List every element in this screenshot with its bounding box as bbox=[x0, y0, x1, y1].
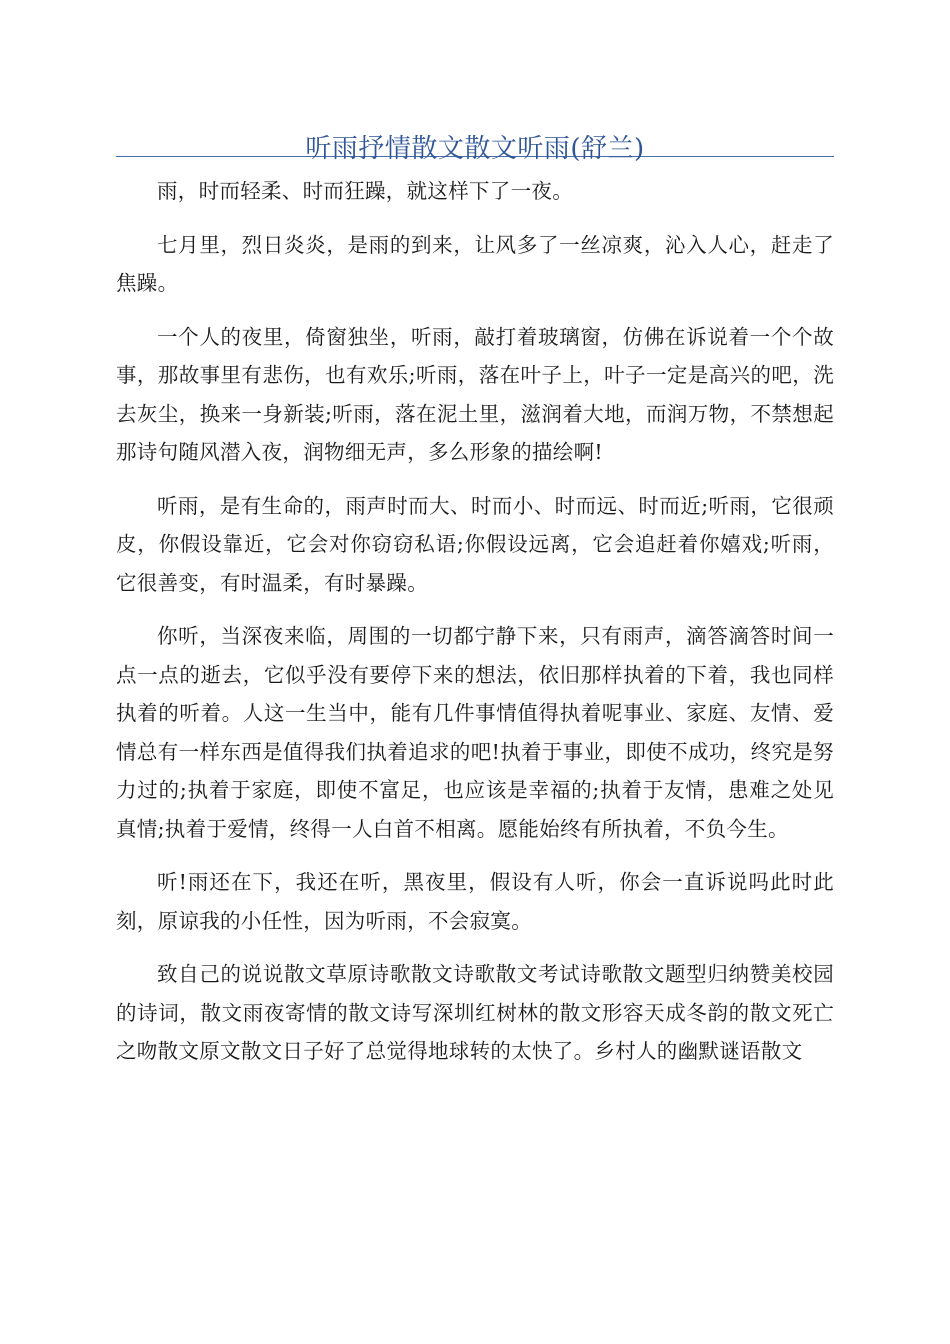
paragraph-2: 七月里，烈日炎炎，是雨的到来，让风多了一丝凉爽，沁入人心，赶走了焦躁。 bbox=[116, 232, 834, 295]
paragraph-7: 致自己的说说散文草原诗歌散文诗歌散文考试诗歌散文题型归纳赞美校园的诗词，散文雨夜寄情的散文诗写深圳红树林的散文形容天成冬韵的散文死亡之吻散文原文散文日子好了总觉得地球转的太快了。乡村人的幽默谜语散文 bbox=[116, 962, 834, 1063]
document-title: 听雨抒情散文散文听雨(舒兰) bbox=[305, 134, 645, 165]
paragraph-6: 听!雨还在下，我还在听，黑夜里，假设有人听，你会一直诉说吗此时此刻，原谅我的小任性，因为听雨，不会寂寞。 bbox=[116, 870, 834, 933]
paragraph-3: 一个人的夜里，倚窗独坐，听雨，敲打着玻璃窗，仿佛在诉说着一个个故事，那故事里有悲伤，也有欢乐;听雨，落在叶子上，叶子一定是高兴的吧，洗去灰尘，换来一身新装;听雨，落在泥土里，滋润着大地，而润万物，不禁想起那诗句随风潜入夜，润物细无声，多么形象的描绘啊! bbox=[116, 324, 834, 464]
paragraph-4: 听雨，是有生命的，雨声时而大、时而小、时而远、时而近;听雨，它很顽皮，你假设靠近，它会对你窃窃私语;你假设远离，它会追赶着你嬉戏;听雨，它很善变，有时温柔，有时暴躁。 bbox=[116, 493, 834, 595]
paragraph-5: 你听，当深夜来临，周围的一切都宁静下来，只有雨声，滴答滴答时间一点一点的逝去，它似乎没有要停下来的想法，依旧那样执着的下着，我也同样执着的听着。人这一生当中，能有几件事情值得执着呢事业、家庭、友情、爱情总有一样东西是值得我们执着追求的吧!执着于事业，即使不成功，终究是努力过的;执着于家庭，即使不富足，也应该是幸福的;执着于友情，患难之处见真情;执着于爱情，终得一人白首不相离。愿能始终有所执着，不负今生。 bbox=[116, 624, 834, 841]
title-block bbox=[116, 112, 834, 165]
document-body bbox=[116, 172, 834, 1086]
paragraph-1: 雨，时而轻柔、时而狂躁，就这样下了一夜。 bbox=[157, 179, 573, 203]
